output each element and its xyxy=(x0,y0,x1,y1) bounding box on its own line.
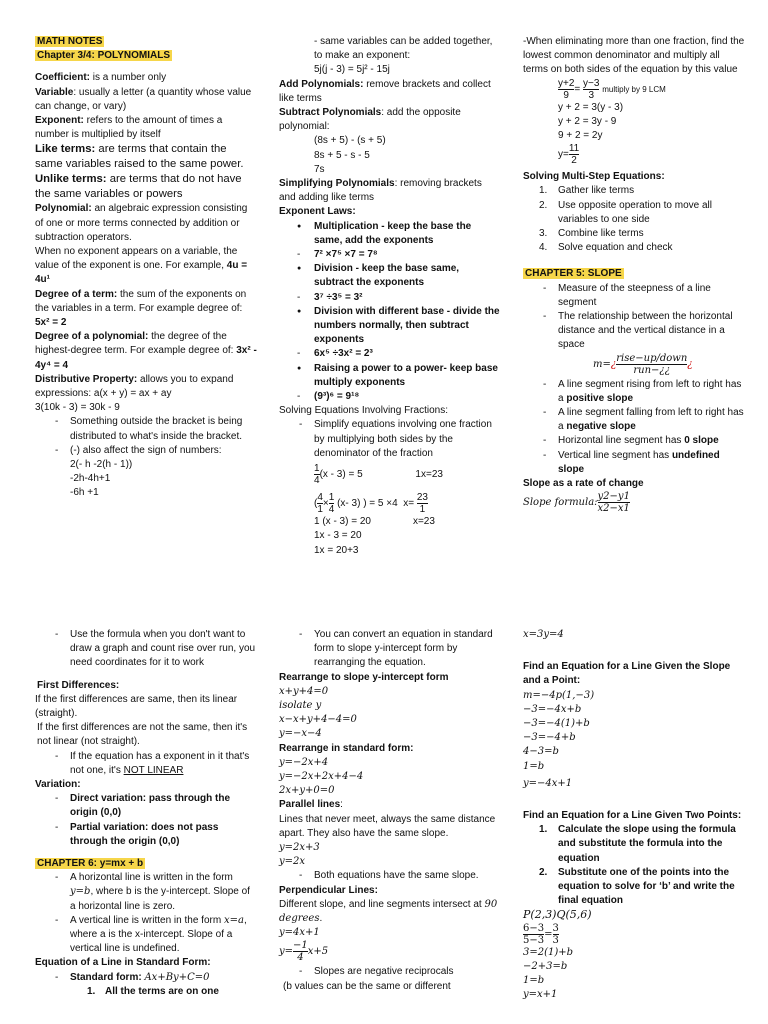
degree-term-def: Degree of a term: the sum of the exponents on the variables in a term. For example degree of: 5x² = 2 xyxy=(35,288,247,329)
slope-rate-heading: Slope as a rate of change xyxy=(523,478,644,490)
rearrange-slope-heading: Rearrange to slope y-intercept form xyxy=(279,671,449,683)
fraction-equation-4: 1x - 3 = 20 xyxy=(314,530,362,542)
slope-bullet-1: - Measure of the steepness of a line segment xyxy=(523,282,745,310)
direct-variation: Direct variation: pass through the origin (0,0) xyxy=(70,793,231,819)
column-variation xyxy=(35,628,257,999)
lcm-step-1: y + 2 = 3(y - 3) xyxy=(558,101,624,113)
parallel-same-slope-bullet: - Both equations have the same slope. xyxy=(279,869,501,883)
notes-title: MATH NOTES xyxy=(37,36,103,47)
zero-slope-bullet: - Horizontal line segment has 0 slope xyxy=(523,434,745,448)
two-points-pts: P(2,3)Q(5,6) xyxy=(523,908,592,922)
b-values-note: (b values can be the same or different xyxy=(283,980,451,992)
standard-line-2: y=−2x+2x+4−4 xyxy=(279,771,364,783)
add-polynomials-def: Add Polynomials: remove brackets and collect like terms xyxy=(279,78,491,104)
slope-point-line-4: −3=−4+b xyxy=(523,732,576,744)
exponent-laws-heading: Exponent Laws: xyxy=(279,206,356,218)
partial-variation: Partial variation: does not pass through the origin (0,0) xyxy=(70,821,219,847)
lcm-intro: -When eliminating more than one fraction, find the lowest common denominator and multiply all terms on both sides of the equation by this value xyxy=(523,36,745,76)
perpendicular-eq-1: y=4x+1 xyxy=(279,927,320,939)
rearrange-line-4: y=−x−4 xyxy=(279,728,322,740)
two-points-line-2: −2+3=b xyxy=(523,960,568,972)
rearrange-standard-heading: Rearrange in standard form: xyxy=(279,742,414,754)
vertical-line-bullet: - A vertical line is written in the form x=a, where a is the x-intercept. Slope of a vertical line is undefined. xyxy=(35,914,257,957)
variation-heading: Variation: xyxy=(35,779,81,791)
column-parallel-perpendicular: - You can convert an equation in standard form to slope y-intercept form by rearranging the equation. Rearrange to slope y-intercept form x+y+4=0 isolate y x−x+y+4−4=0 y=−x−4 Rearrange in standard form: y=−2x+4 y=−2x+2x+4−4 2x+y+0=0 Parallel lines: Lines that never meet, always the same distance apart. They also have the same slope. y=2x+3 y=2x - Both equations have the same slope. Perpendicular Lines: Different slope, and line segments intersect at 90 degrees. y=4x+1 y= $\frac{-1}{4}$ x+5 - Slopes are negative reciprocals (b values can be the same or different xyxy=(279,628,501,994)
standard-form-bullet: - Standard form: Ax+By+C=0 xyxy=(35,971,257,985)
rearrange-line-1: x+y+4=0 xyxy=(279,685,329,697)
subtract-line-1: (8s + 5) - (s + 5) xyxy=(314,135,386,147)
two-points-step-1: 1. Calculate the slope using the formula and substitute the formula into the equation xyxy=(539,824,736,864)
fraction-equation-3: 1 (x - 3) = 20 x=23 xyxy=(314,516,435,528)
distributive-line-2: -2h-4h+1 xyxy=(70,473,111,485)
law-multiplication: Multiplication - keep the base the same, add the exponents xyxy=(314,220,472,246)
fraction-equation-2: ( $\frac{4}{1}$ × $\frac{1}{4}$ (x- 3) ) = 5 ×4 x= $\frac{23}{1}$ xyxy=(314,492,428,516)
positive-slope-bullet: - A line segment rising from left to right has a positive slope xyxy=(523,378,745,406)
fraction-equation-1: $\frac{1}{4}$ (x - 3) = 5 1x=23 xyxy=(314,463,443,487)
law-power-of-power: Raising a power to a power- keep base multiply exponents xyxy=(314,362,498,388)
law-multiplication-example: 7² ×7⁵ ×7 = 7⁸ xyxy=(314,249,378,261)
perpendicular-def: Different slope, and line segments intersect at 90 degrees. xyxy=(279,898,498,925)
subtract-line-2: 8s + 5 - s - 5 xyxy=(314,149,370,161)
distributive-example: 3(10k - 3) = 30k - 9 xyxy=(35,402,120,414)
slope-point-line-5: 4−3=b xyxy=(523,746,559,758)
distributive-def: Distributive Property: allows you to expand expressions: a(x + y) = ax + ay xyxy=(35,373,234,400)
law-division-example: 3⁷ ÷3⁵ = 3² xyxy=(314,291,363,303)
exponent-def: Exponent: refers to the amount of times a number is multiplied by itself xyxy=(35,115,223,141)
variable-def: Variable: usually a letter (a quantity whose value can change, or vary) xyxy=(35,86,252,112)
slope-formula-rise-run: m=¿ $\frac{\text{rise−up/down}}{\text{run−¿¿}}$ ¿ xyxy=(593,352,693,376)
standard-form-heading: Equation of a Line in Standard Form: xyxy=(35,957,211,969)
multi-step-item-3: 3. Combine like terms xyxy=(539,228,644,240)
exponent-not-linear-bullet: - If the equation has a exponent in it that's not one, it's NOT LINEAR xyxy=(35,750,257,778)
two-points-slope: $\frac{6-3}{5-3}$ = $\frac{3}{3}$ xyxy=(523,922,559,946)
slope-point-line-3: −3=−4(1)+b xyxy=(523,718,590,730)
simplifying-def: Simplifying Polynomials: removing brackets and adding like terms xyxy=(279,178,482,204)
column-polynomials xyxy=(35,35,257,501)
lcm-step-4: y= $\frac{11}{2}$ xyxy=(558,143,580,167)
two-points-line-1: 3=2(1)+b xyxy=(523,946,574,958)
like-terms-def: Like terms: are terms that contain the same variables raised to the same power. xyxy=(35,143,244,171)
column-exponent-laws xyxy=(279,35,501,558)
negative-reciprocals-bullet: - Slopes are negative reciprocals xyxy=(279,965,501,979)
multi-step-item-4: 4. Solve equation and check xyxy=(539,242,673,254)
slope-point-line-7: y=−4x+1 xyxy=(523,777,573,789)
two-points-heading: Find an Equation for a Line Given Two Points: xyxy=(523,810,742,822)
parallel-lines-def: Lines that never meet, always the same distance apart. They also have the same slope. xyxy=(279,813,496,839)
first-differences-nonlinear: If the first differences are not the same, then it's not linear (not straight). xyxy=(37,722,248,748)
perpendicular-eq-2: y= $\frac{-1}{4}$ x+5 xyxy=(279,940,329,964)
distributive-line-3: -6h +1 xyxy=(70,487,99,499)
fraction-equation-5: 1x = 20+3 xyxy=(314,544,359,556)
rearrange-line-2: isolate y xyxy=(279,700,322,712)
law-power-of-power-example: (9³)⁶ = 9¹⁸ xyxy=(314,391,360,403)
slope-formula-note: - Use the formula when you don't want to draw a graph and count rise over run, you need coordinates for it to work xyxy=(35,628,257,671)
chapter-3-4-heading: Chapter 3/4: POLYNOMIALS xyxy=(37,50,170,62)
standard-line-1: y=−2x+4 xyxy=(279,756,329,768)
parallel-eq-2: y=2x xyxy=(279,856,306,868)
slope-point-line-1: m=−4p(1,−3) xyxy=(523,689,595,701)
slope-bullet-2: - The relationship between the horizontal distance and the vertical distance in a space xyxy=(523,310,745,353)
two-points-line-3: 1=b xyxy=(523,975,545,987)
distributive-bullet-1: - Something outside the bracket is being distributed to what's inside the bracket. xyxy=(35,415,257,443)
standard-form-step-1: 1. All the terms are on one xyxy=(87,985,219,997)
perpendicular-lines-heading: Perpendicular Lines: xyxy=(279,884,378,896)
two-points-step-2: 2. Substitute one of the points into the equation to solve for ‘b’ and write the final equation xyxy=(539,866,735,907)
distributive-line-1: 2(- h -2(h - 1)) xyxy=(70,459,133,471)
subtract-polynomials-def: Subtract Polynomials: add the opposite polynomial: xyxy=(279,107,461,133)
chapter-6-heading: CHAPTER 6: y=mx + b xyxy=(37,858,144,870)
multi-step-item-2: 2. Use opposite operation to move all variables to one side xyxy=(539,199,712,225)
two-points-line-4: y=x+1 xyxy=(523,989,558,1001)
column-line-equations xyxy=(523,628,745,1002)
first-differences-heading: First Differences: xyxy=(37,679,120,691)
distributive-bullet-2: - (-) also affect the sign of numbers: xyxy=(35,444,257,458)
unlike-terms-def: Unlike terms: are terms that do not have the same variables or powers xyxy=(35,173,242,201)
law-division-different-base: Division with different base - divide the numbers normally, then subtract exponents xyxy=(314,305,500,346)
degree-poly-def: Degree of a polynomial: the degree of the highest-degree term. For example degree of: 3x² - 4y⁴ = 4 xyxy=(35,331,257,371)
coefficient-def: Coefficient: is a number only xyxy=(35,72,167,84)
negative-slope-bullet: - A line segment falling from left to right has a negative slope xyxy=(523,406,745,434)
column-slope xyxy=(523,35,745,514)
first-differences-linear: If the first differences are same, then its linear (straight). xyxy=(35,693,238,720)
multi-step-heading: Solving Multi-Step Equations: xyxy=(523,171,665,183)
rearrange-line-3: x−x+y+4−4=0 xyxy=(279,714,357,726)
lcm-step-3: 9 + 2 = 2y xyxy=(558,130,603,142)
top-equation: x=3y=4 xyxy=(523,629,564,640)
standard-line-3: 2x+y+0=0 xyxy=(279,785,335,797)
undefined-slope-bullet: - Vertical line segment has undefined slope xyxy=(523,449,745,477)
subtract-line-3: 7s xyxy=(314,163,325,175)
parallel-eq-1: y=2x+3 xyxy=(279,842,320,854)
no-exponent-note: When no exponent appears on a variable, the value of the exponent is one. For example, 4u = 4u¹ xyxy=(35,246,248,286)
slope-point-heading: Find an Equation for a Line Given the Slope and a Point: xyxy=(523,661,731,687)
law-division: Division - keep the base same, subtract the exponents xyxy=(314,263,460,289)
lcm-step-2: y + 2 = 3y - 9 xyxy=(558,115,617,127)
same-variables-example: 5j(j - 3) = 5j² - 15j xyxy=(314,64,390,76)
lcm-equation: $\frac{y+2}{9}$ = $\frac{y-3}{3}$ multiply by 9 LCM xyxy=(558,77,666,101)
slope-point-line-6: 1=b xyxy=(523,760,545,772)
multi-step-item-1: 1. Gather like terms xyxy=(539,185,635,197)
chapter-5-heading: CHAPTER 5: SLOPE xyxy=(525,268,622,280)
same-variables-note: - same variables can be added together, to make an exponent: xyxy=(314,36,493,62)
solving-fractions-heading: Solving Equations Involving Fractions: xyxy=(279,405,448,417)
horizontal-line-bullet: - A horizontal line is written in the form y=b, where b is the y-intercept. Slope of a horizontal line is zero. xyxy=(35,871,257,914)
polynomial-def: Polynomial: an algebraic expression consisting of one or more terms connected by addition or subtraction operators. xyxy=(35,203,248,243)
slope-point-line-2: −3=−4x+b xyxy=(523,703,582,715)
convert-standard-note: - You can convert an equation in standard form to slope y-intercept form by rearranging the equation. xyxy=(279,628,501,671)
slope-formula: Slope formula: $\frac{y2-y1}{x2-x1}$ xyxy=(523,491,630,515)
law-division-different-base-example: 6x⁵ ÷3x² = 2³ xyxy=(314,348,373,360)
parallel-lines-heading: Parallel lines xyxy=(279,799,341,811)
solving-fractions-bullet: - Simplify equations involving one fraction by multiplying both sides by the denominator of the fraction xyxy=(279,418,501,461)
